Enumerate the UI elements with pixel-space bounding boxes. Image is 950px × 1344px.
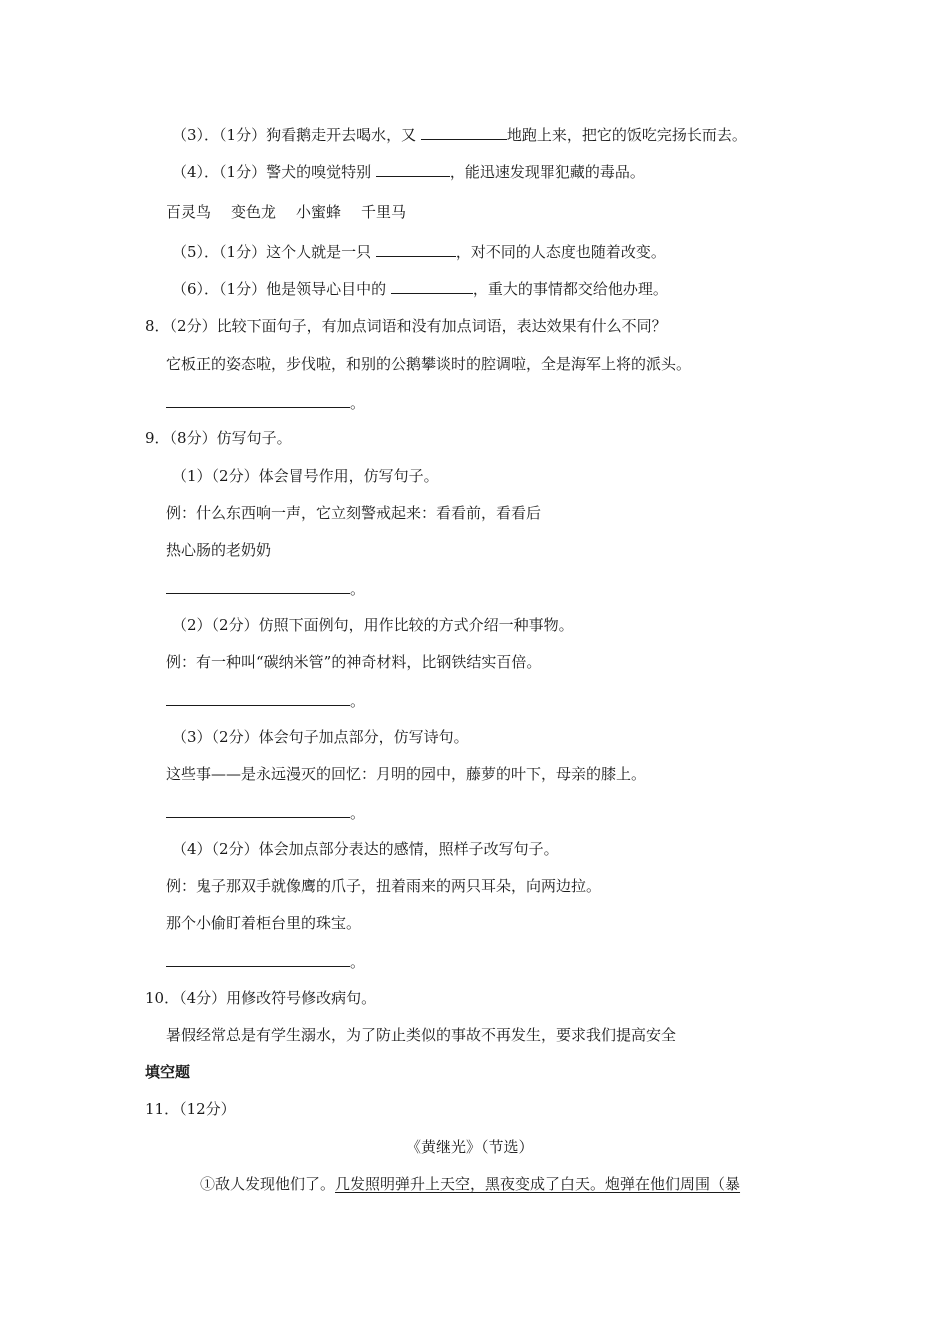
q9-sub4-prompt: 那个小偷盯着柜台里的珠宝。 — [166, 914, 362, 932]
q7-item4: （4）．（1分）警犬的嗅觉特别 ，能迅速发现罪犯藏的毒品。 — [172, 163, 645, 181]
option-word: 小蜜蜂 — [296, 203, 342, 221]
q9-sub1-example: 例：什么东西响一声，它立刻警戒起来：看看前，看看后 — [166, 504, 542, 522]
q7-item3: （3）．（1分）狗看鹅走开去喝水，又 地跑上来，把它的饭吃完扬长而去。 — [172, 126, 747, 144]
q9-sub3-answer-line: 。 — [166, 803, 365, 823]
q9-sub2-title: （2）（2分）仿照下面例句，用作比较的方式介绍一种事物。 — [172, 616, 574, 634]
q7-item6: （6）．（1分）他是领导心目中的 ，重大的事情都交给他办理。 — [172, 280, 668, 298]
answer-blank[interactable] — [391, 279, 473, 294]
word-options — [166, 202, 426, 222]
option-word: 百灵鸟 — [166, 203, 212, 221]
q9-sub1-title: （1）（2分）体会冒号作用，仿写句子。 — [172, 467, 439, 485]
answer-blank[interactable] — [166, 691, 350, 706]
q7-item5: （5）．（1分）这个人就是一只 ，对不同的人态度也随着改变。 — [172, 243, 666, 261]
q10-sentence: 暑假经常总是有学生溺水，为了防止类似的事故不再发生，要求我们提高安全 — [166, 1026, 677, 1044]
answer-blank[interactable] — [376, 242, 456, 257]
q11-stem: 11．（12分） — [145, 1100, 236, 1118]
answer-blank[interactable] — [166, 393, 350, 408]
option-word: 变色龙 — [231, 203, 277, 221]
answer-blank[interactable] — [376, 162, 450, 177]
option-word: 千里马 — [361, 203, 407, 221]
q9-sub2-example: 例：有一种叫“碳纳米管”的神奇材料，比钢铁结实百倍。 — [166, 653, 542, 671]
q9-stem: 9．（8分）仿写句子。 — [145, 429, 292, 447]
q9-sub4-example: 例：鬼子那双手就像鹰的爪子，扭着雨来的两只耳朵，向两边拉。 — [166, 877, 602, 895]
q9-sub2-answer-line: 。 — [166, 691, 365, 711]
q9-sub4-answer-line: 。 — [166, 952, 365, 972]
q8-answer-line: 。 — [166, 393, 365, 413]
answer-blank[interactable] — [166, 579, 350, 594]
passage-paragraph: ①敌人发现他们了。几发照明弹升上天空，黑夜变成了白天。炮弹在他们周围（暴 — [200, 1175, 741, 1193]
underlined-text: 几发照明弹升上天空，黑夜变成了白天。炮弹在他们周围（暴 — [335, 1175, 741, 1193]
q9-sub3-title: （3）（2分）体会句子加点部分，仿写诗句。 — [172, 728, 469, 746]
q10-stem: 10．（4分）用修改符号修改病句。 — [145, 989, 377, 1007]
answer-blank[interactable] — [166, 803, 350, 818]
q9-sub1-answer-line: 。 — [166, 579, 365, 599]
answer-blank[interactable] — [421, 125, 507, 140]
q9-sub1-prompt: 热心肠的老奶奶 — [166, 541, 272, 559]
q8-stem: 8．（2分）比较下面句子，有加点词语和没有加点词语，表达效果有什么不同？ — [145, 317, 667, 335]
passage-title: 《黄继光》（节选） — [406, 1138, 534, 1156]
answer-blank[interactable] — [166, 952, 350, 967]
q8-sentence: 它板正的姿态啦，步伐啦，和别的公鹅攀谈时的腔调啦，全是海军上将的派头。 — [166, 355, 692, 373]
q9-sub4-title: （4）（2分）体会加点部分表达的感情，照样子改写句子。 — [172, 840, 559, 858]
q9-sub3-example: 这些事——是永远漫灭的回忆：月明的园中，藤萝的叶下，母亲的膝上。 — [166, 765, 647, 783]
section-heading: 填空题 — [145, 1063, 191, 1081]
